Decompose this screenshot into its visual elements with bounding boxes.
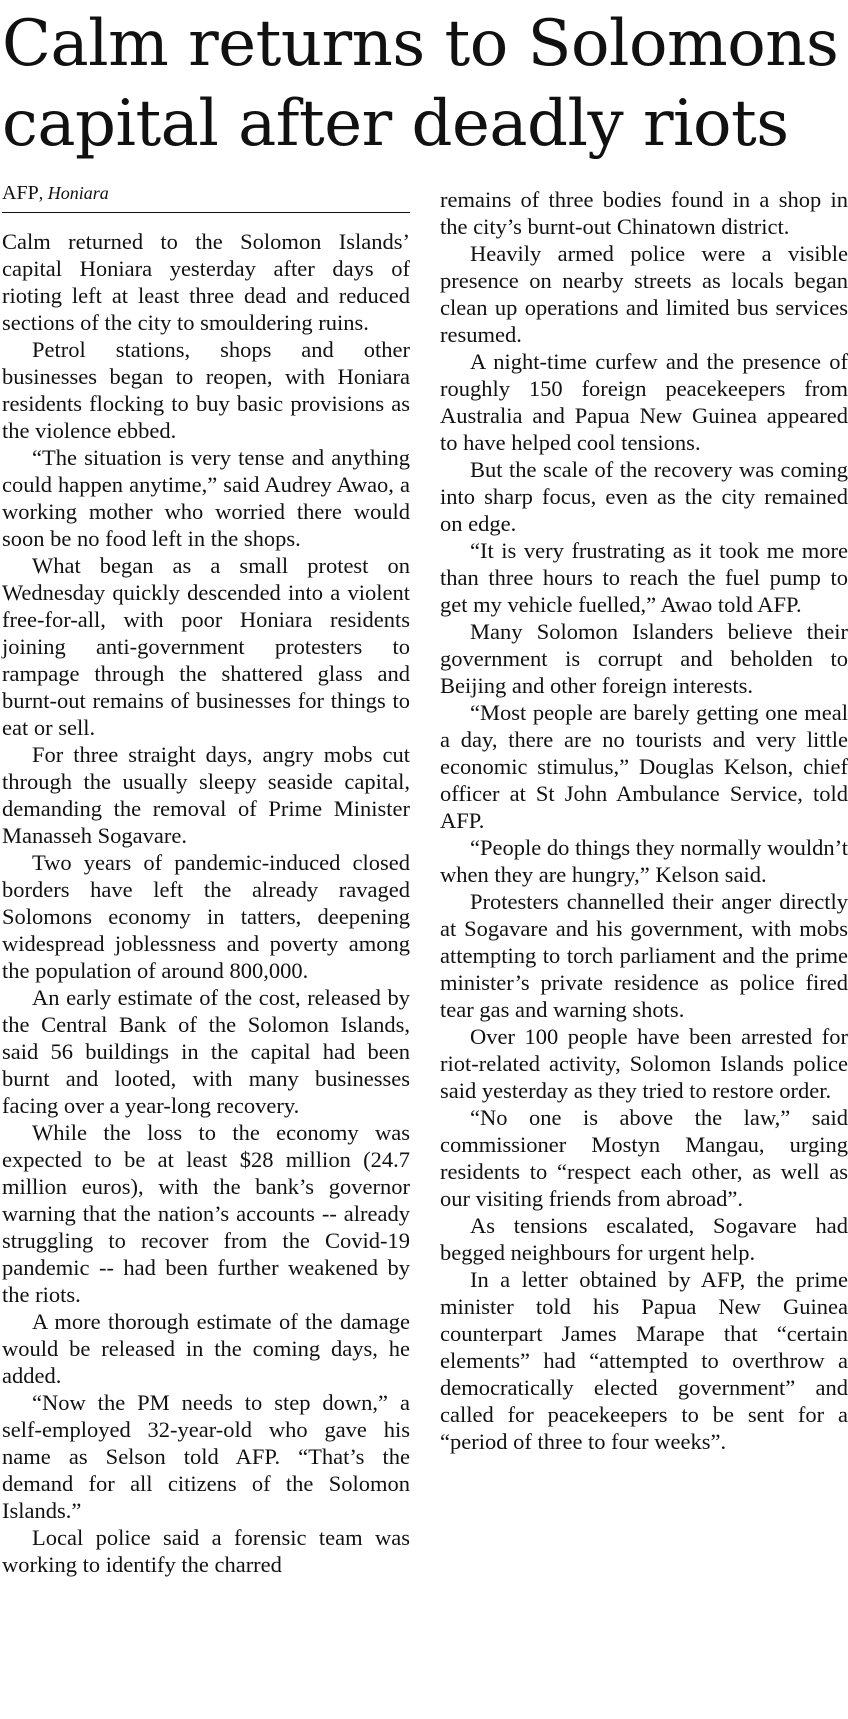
headline: Calm returns to Solomons capital after deadly riots: [2, 7, 839, 161]
paragraph: While the loss to the economy was expected to be at least $28 million (24.7 million euros), with the bank’s governor warning that the nation’s accounts -- already struggling to recover from the Covid-19 pandemic -- had been further weakened by the riots.: [2, 1120, 410, 1307]
paragraph: “The situation is very tense and anything could happen anytime,” said Audrey Awao, a working mother who worried there would soon be no food left in the shops.: [2, 445, 410, 551]
paragraph: Petrol stations, shops and other businesses began to reopen, with Honiara residents flocking to buy basic provisions as the violence ebbed.: [2, 337, 410, 443]
paragraph: But the scale of the recovery was coming into sharp focus, even as the city remained on edge.: [440, 457, 848, 536]
paragraph: “Now the PM needs to step down,” a self-employed 32-year-old who gave his name as Selson told AFP. “That’s the demand for all citizens of the Solomon Islands.”: [2, 1390, 410, 1523]
paragraph: What began as a small protest on Wednesday quickly descended into a violent free-for-all, with poor Honiara residents joining anti-government protesters to rampage through the shattered glass and burnt-out remains of businesses for things to eat or sell.: [2, 553, 410, 740]
article-column-1: [2, 228, 410, 1578]
byline: AFP, Honiara: [2, 182, 410, 213]
paragraph: An early estimate of the cost, released by the Central Bank of the Solomon Islands, said 56 buildings in the capital had been burnt and looted, with many businesses facing over a year-long recovery.: [2, 985, 410, 1118]
paragraph: remains of three bodies found in a shop in the city’s burnt-out Chinatown district.: [440, 187, 848, 239]
paragraph: Local police said a forensic team was working to identify the charred: [2, 1525, 410, 1577]
paragraph: Over 100 people have been arrested for riot-related activity, Solomon Islands police said yesterday as they tried to restore order.: [440, 1024, 848, 1103]
paragraph: A night-time curfew and the presence of roughly 150 foreign peacekeepers from Australia and Papua New Guinea appeared to have helped cool tensions.: [440, 349, 848, 455]
byline-place: Honiara: [47, 183, 109, 203]
article-column-2: [440, 186, 848, 1455]
byline-agency: AFP: [2, 182, 39, 204]
paragraph: Many Solomon Islanders believe their government is corrupt and beholden to Beijing and other foreign interests.: [440, 619, 848, 698]
paragraph: Calm returned to the Solomon Islands’ capital Honiara yesterday after days of rioting left at least three dead and reduced sections of the city to smouldering ruins.: [2, 229, 410, 335]
paragraph: In a letter obtained by AFP, the prime minister told his Papua New Guinea counterpart James Marape that “certain elements” had “attempted to overthrow a democratically elected government” and called for peacekeepers to be sent for a “period of three to four weeks”.: [440, 1267, 848, 1454]
paragraph: A more thorough estimate of the damage would be released in the coming days, he added.: [2, 1309, 410, 1388]
paragraph: Heavily armed police were a visible presence on nearby streets as locals began clean up operations and limited bus services resumed.: [440, 241, 848, 347]
paragraph: Two years of pandemic-induced closed borders have left the already ravaged Solomons economy in tatters, deepening widespread joblessness and poverty among the population of around 800,000.: [2, 850, 410, 983]
paragraph: For three straight days, angry mobs cut through the usually sleepy seaside capital, demanding the removal of Prime Minister Manasseh Sogavare.: [2, 742, 410, 848]
paragraph: Protesters channelled their anger directly at Sogavare and his government, with mobs attempting to torch parliament and the prime minister’s private residence as police fired tear gas and warning shots.: [440, 889, 848, 1022]
paragraph: “No one is above the law,” said commissioner Mostyn Mangau, urging residents to “respect each other, as well as our visiting friends from abroad”.: [440, 1105, 848, 1211]
paragraph: “Most people are barely getting one meal a day, there are no tourists and very little economic stimulus,” Douglas Kelson, chief officer at St John Ambulance Service, told AFP.: [440, 700, 848, 833]
paragraph: As tensions escalated, Sogavare had begged neighbours for urgent help.: [440, 1213, 848, 1265]
paragraph: “It is very frustrating as it took me more than three hours to reach the fuel pump to get my vehicle fuelled,” Awao told AFP.: [440, 538, 848, 617]
paragraph: “People do things they normally wouldn’t when they are hungry,” Kelson said.: [440, 835, 848, 887]
